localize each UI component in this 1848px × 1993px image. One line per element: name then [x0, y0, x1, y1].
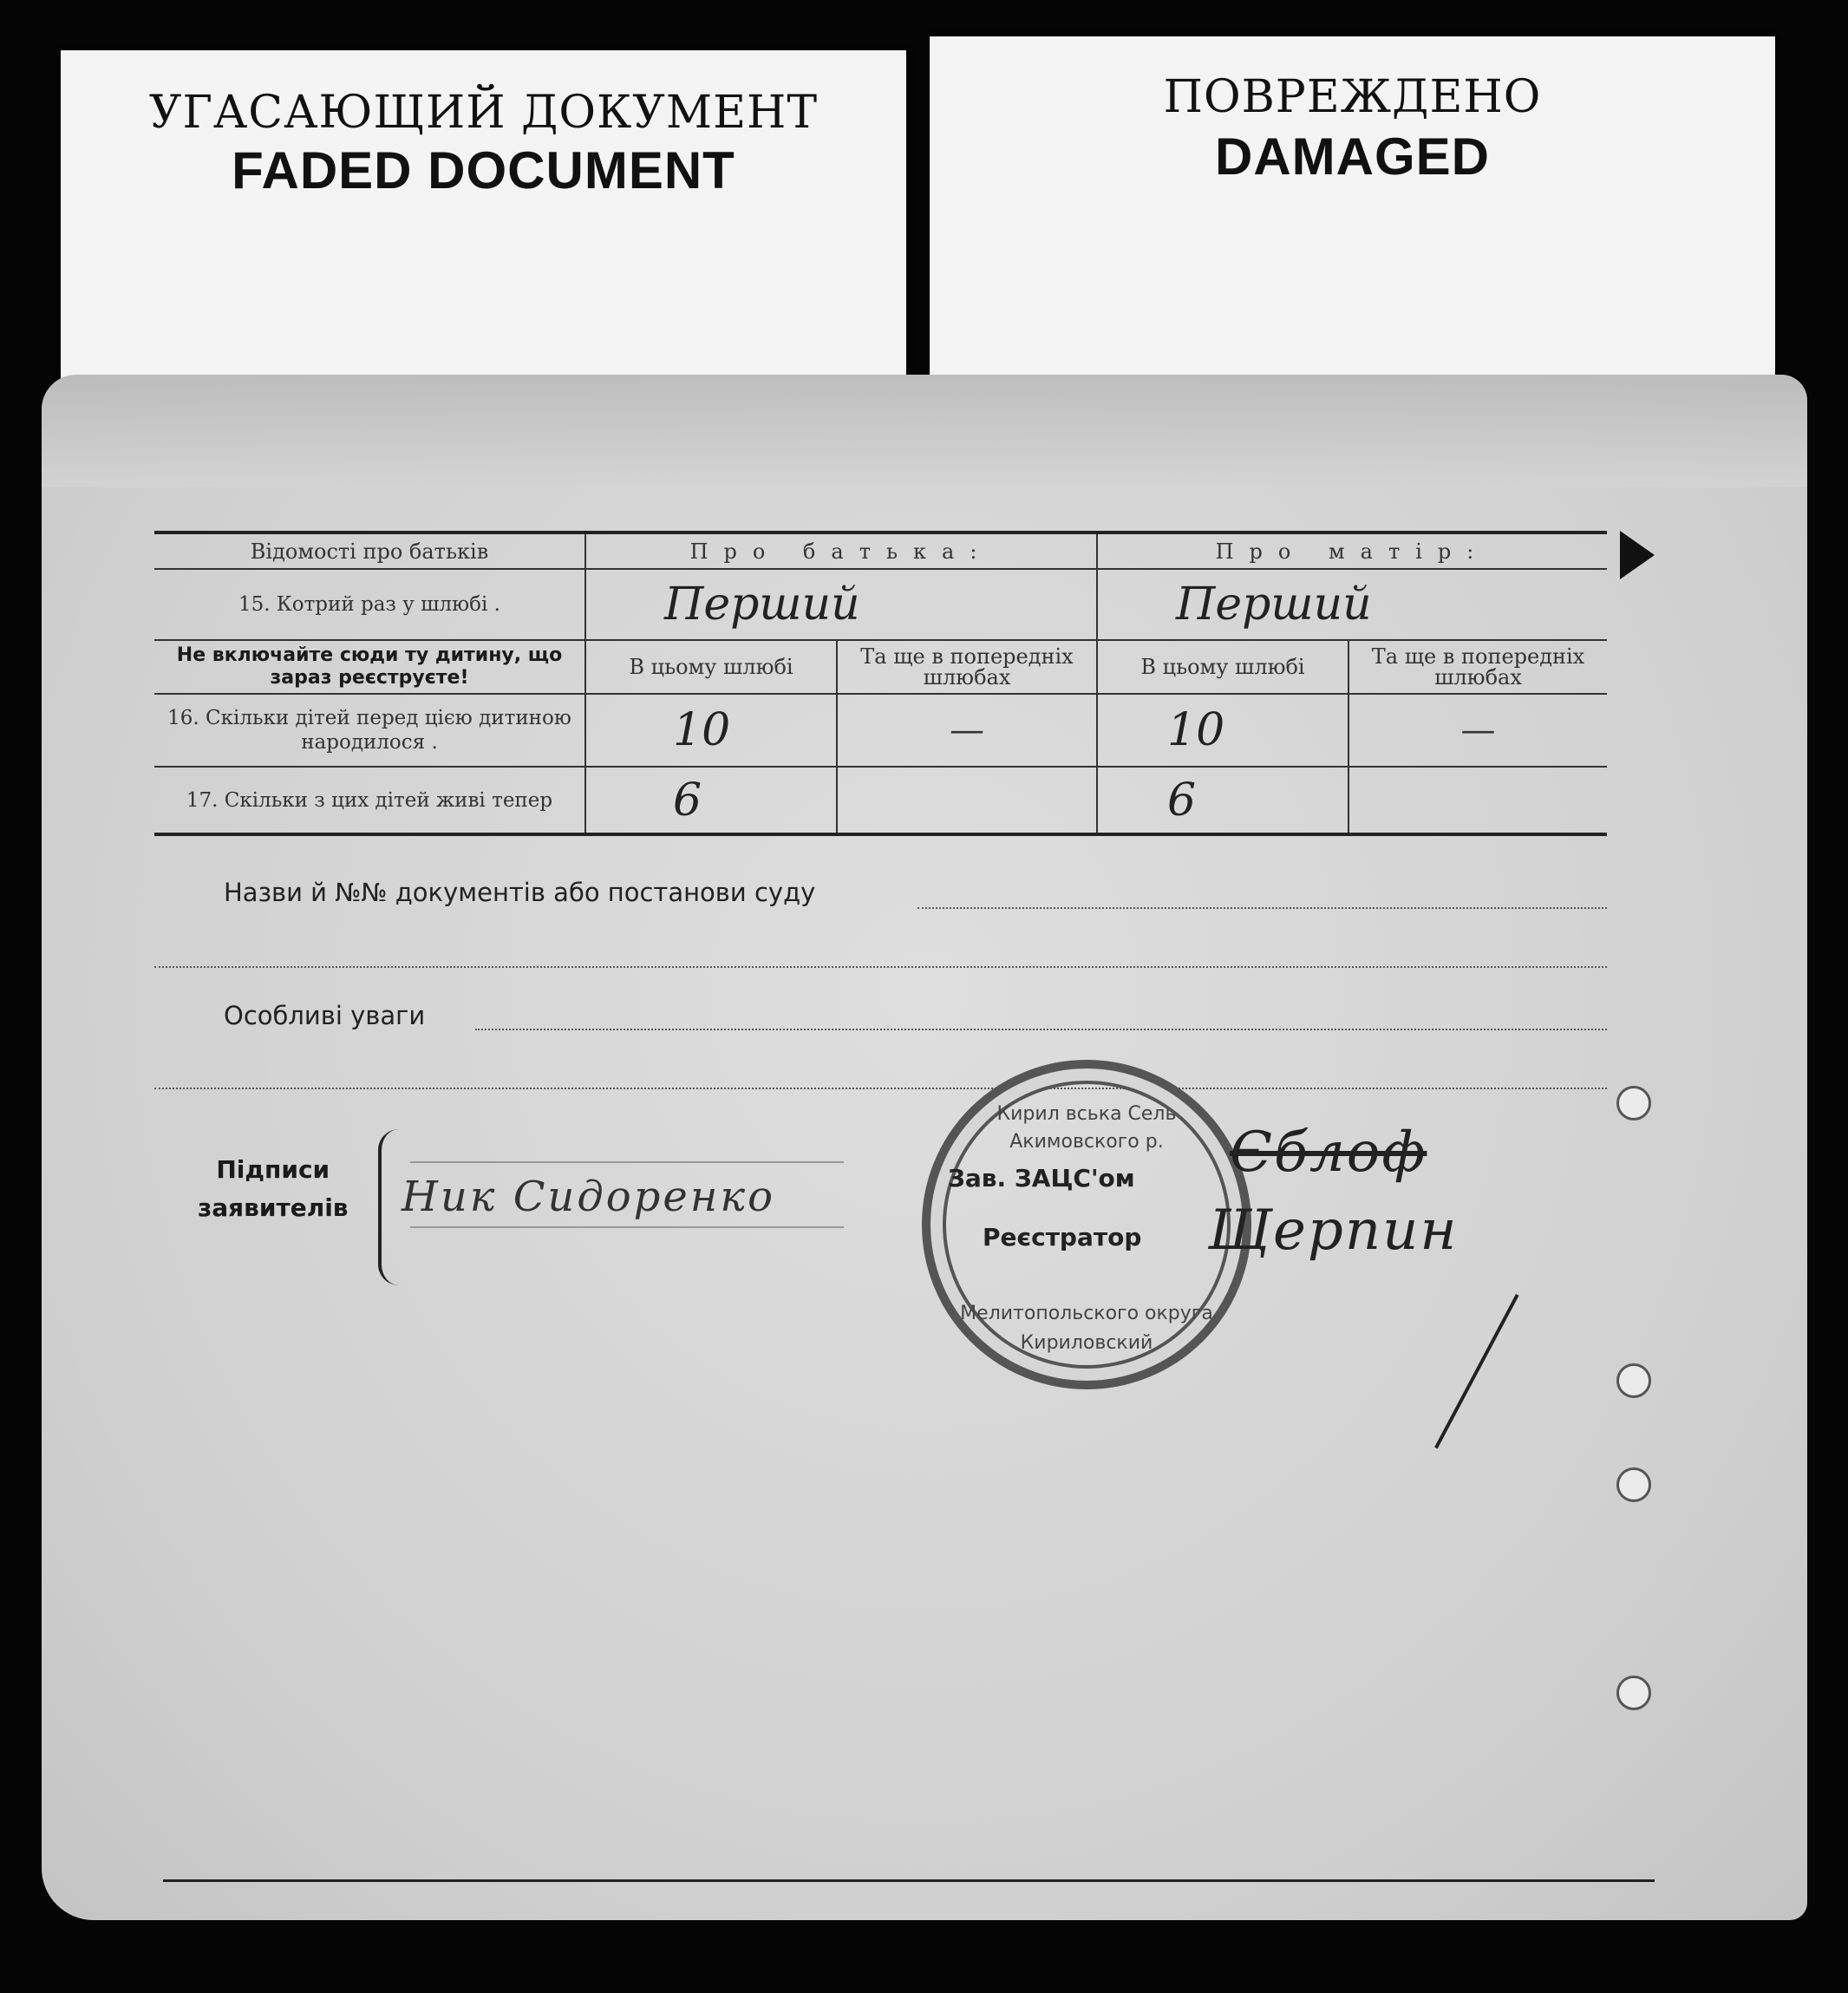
punch-hole-icon — [1616, 1676, 1651, 1710]
damaged-label-ru: ПОВРЕЖДЕНО — [1163, 71, 1542, 123]
remarks-label: Особливі уваги — [224, 1001, 426, 1030]
damaged-label-en: DAMAGED — [1215, 127, 1490, 186]
documents-field-line2[interactable] — [154, 966, 1607, 968]
row17-father-previous — [837, 767, 1097, 834]
margin-arrow-icon — [1620, 531, 1655, 579]
row15-mother-value: Перший — [1097, 569, 1607, 640]
mother-previous-marriages-header: Та ще в попередніх шлюбах — [1348, 640, 1607, 694]
damaged-card — [930, 36, 1775, 383]
header-about-mother: Про матір: — [1097, 533, 1607, 569]
row17-father-this: 6 — [585, 767, 837, 834]
applicants-signatures-label — [198, 1151, 349, 1227]
remarks-field[interactable] — [475, 1029, 1607, 1030]
father-this-marriage-header: В цьому шлюбі — [585, 640, 837, 694]
head-zags-label: Зав. ЗАЦС'ом — [948, 1164, 1135, 1193]
bottom-rule — [163, 1879, 1655, 1882]
row15-father-value: Перший — [585, 569, 1097, 640]
remarks-field-line2[interactable] — [154, 1088, 1607, 1089]
applicant-sig-line1 — [410, 1161, 844, 1163]
stamp-line3: Мелитопольского округа — [960, 1303, 1213, 1324]
registrar-signature: Щерпин — [1208, 1199, 1459, 1263]
documents-field[interactable] — [917, 907, 1607, 909]
stamp-line2: Акимовского р. — [1009, 1131, 1164, 1153]
applicants-label-line2: заявителів — [198, 1193, 349, 1222]
applicants-label-line1: Підписи — [216, 1155, 330, 1184]
mother-this-marriage-header: В цьому шлюбі — [1097, 640, 1348, 694]
punch-hole-icon — [1616, 1086, 1651, 1121]
registrar-label: Реєстратор — [983, 1223, 1142, 1251]
row17-mother-this: 6 — [1097, 767, 1348, 834]
applicant-sig-line2 — [410, 1226, 844, 1228]
parents-info-table — [154, 531, 1607, 836]
row16-mother-previous: — — [1348, 694, 1607, 767]
header-about-father: Про батька: — [585, 533, 1097, 569]
row15-label: 15. Котрий раз у шлюбі . — [154, 569, 585, 640]
brace-icon — [378, 1129, 399, 1285]
row16-label: 16. Скільки дітей перед цією дитиною народилося . — [154, 694, 585, 767]
father-previous-marriages-header: Та ще в попередніх шлюбах — [837, 640, 1097, 694]
row17-mother-previous — [1348, 767, 1607, 834]
faded-document-label-ru: УГАСАЮЩИЙ ДОКУМЕНТ — [148, 87, 819, 139]
exclude-child-note: Не включайте сюди ту дитину, що зараз реєструєте! — [154, 640, 585, 694]
header-parents-info: Відомості про батьків — [154, 533, 585, 569]
row17-label: 17. Скільки з цих дітей живі тепер — [154, 767, 585, 834]
punch-hole-icon — [1616, 1467, 1651, 1502]
documents-label: Назви й №№ документів або постанови суду — [224, 878, 816, 907]
signature-stroke — [1434, 1294, 1518, 1448]
applicant-signature: Ник Сидоренко — [402, 1173, 775, 1221]
faded-document-card — [61, 50, 906, 389]
document-sheet — [42, 375, 1807, 1920]
faded-document-label-en: FADED DOCUMENT — [232, 141, 735, 199]
head-signature: Єблоф — [1230, 1121, 1427, 1185]
punched-holes — [1590, 808, 1781, 1936]
stamp-line4: Кириловский — [1020, 1332, 1153, 1354]
row16-father-previous: — — [837, 694, 1097, 767]
stamp-line1: Кирил вська Сель — [996, 1103, 1177, 1125]
row16-mother-this: 10 — [1097, 694, 1348, 767]
punch-hole-icon — [1616, 1363, 1651, 1398]
row16-father-this: 10 — [585, 694, 837, 767]
sheet-fold — [42, 375, 1807, 487]
